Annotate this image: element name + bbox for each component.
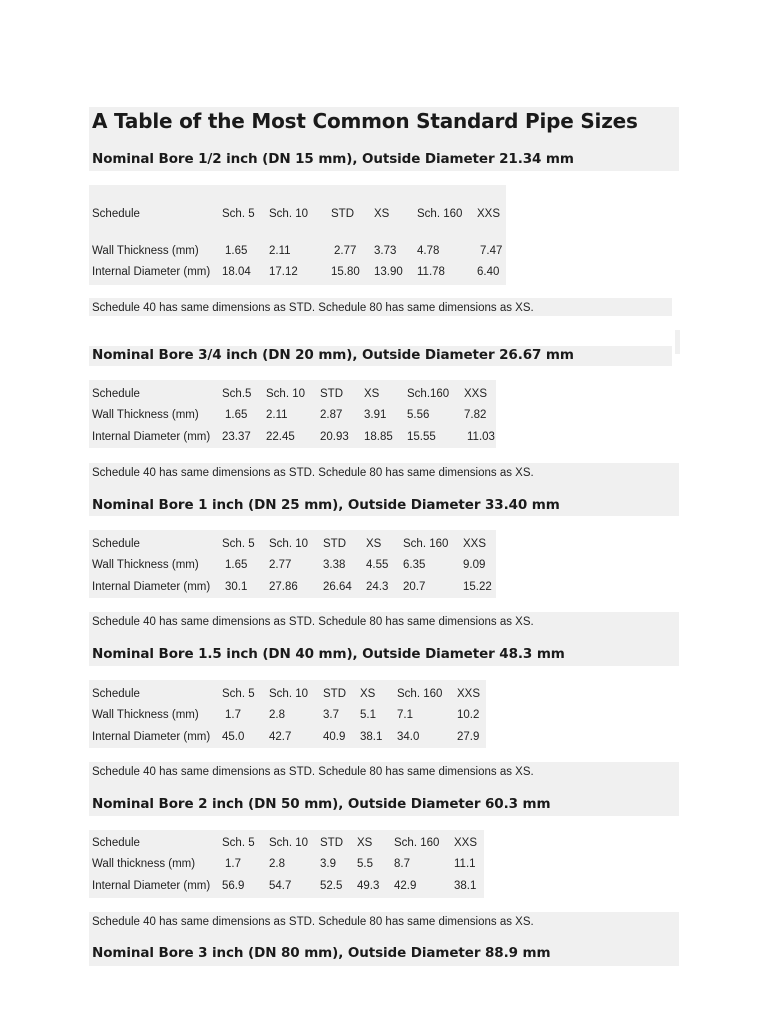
table-cell: 27.9	[457, 731, 480, 743]
table-cell: 13.90	[374, 266, 403, 278]
schedule-note-dn15: Schedule 40 has same dimensions as STD. Schedule 80 has same dimensions as XS.	[92, 302, 534, 314]
table-cell: 24.3	[366, 581, 389, 593]
table-cell: 38.1	[360, 731, 383, 743]
table-cell: 3.91	[364, 409, 387, 421]
table-header-cell: STD	[320, 837, 343, 849]
schedule-note-dn40: Schedule 40 has same dimensions as STD. Schedule 80 has same dimensions as XS.	[92, 766, 534, 778]
table-cell: 49.3	[357, 880, 380, 892]
table-header-cell: STD	[331, 208, 354, 220]
table-row-label: Wall Thickness (mm)	[92, 245, 199, 257]
table-header-cell: XXS	[454, 837, 478, 849]
table-cell: 5.1	[360, 709, 376, 721]
table-header-cell: Sch. 5	[222, 688, 255, 700]
table-header-cell: STD	[320, 388, 343, 400]
table-cell: 1.7	[225, 709, 241, 721]
table-header-cell: XS	[360, 688, 376, 700]
table-header-cell: XS	[374, 208, 390, 220]
table-cell: 34.0	[397, 731, 420, 743]
table-header-cell: XS	[366, 538, 382, 550]
table-cell: 15.80	[331, 266, 360, 278]
table-header-cell: XS	[357, 837, 373, 849]
table-header-cell: STD	[323, 538, 346, 550]
table-header-cell: Sch. 10	[269, 208, 308, 220]
table-cell: 18.85	[364, 431, 393, 443]
table-row-label: Wall Thickness (mm)	[92, 709, 199, 721]
table-cell: 17.12	[269, 266, 298, 278]
table-header-cell: Schedule	[92, 837, 140, 849]
table-header-cell: XS	[364, 388, 380, 400]
table-header-cell: Sch. 10	[269, 837, 308, 849]
table-header-cell: Sch.160	[407, 388, 450, 400]
table-cell: 15.55	[407, 431, 436, 443]
table-header-cell: XXS	[464, 388, 488, 400]
table-row-label: Internal Diameter (mm)	[92, 880, 211, 892]
table-cell: 42.9	[394, 880, 417, 892]
table-row-label: Wall Thickness (mm)	[92, 559, 199, 571]
table-cell: 1.65	[225, 409, 248, 421]
table-cell: 3.73	[374, 245, 397, 257]
table-cell: 22.45	[266, 431, 295, 443]
table-cell: 11.78	[417, 266, 445, 278]
table-cell: 54.7	[269, 880, 292, 892]
table-row-label: Internal Diameter (mm)	[92, 431, 211, 443]
table-cell: 30.1	[225, 581, 248, 593]
section-heading-dn80: Nominal Bore 3 inch (DN 80 mm), Outside Diameter 88.9 mm	[92, 945, 551, 961]
schedule-note-dn20: Schedule 40 has same dimensions as STD. Schedule 80 has same dimensions as XS.	[92, 467, 534, 479]
table-cell: 7.82	[464, 409, 487, 421]
table-row-label: Wall thickness (mm)	[92, 858, 196, 870]
table-cell: 8.7	[394, 858, 410, 870]
table-cell: 2.87	[320, 409, 343, 421]
table-cell: 9.09	[463, 559, 486, 571]
table-header-cell: Schedule	[92, 388, 140, 400]
section-heading-dn15: Nominal Bore 1/2 inch (DN 15 mm), Outside Diameter 21.34 mm	[92, 151, 574, 167]
table-header-cell: Schedule	[92, 208, 140, 220]
table-cell: 45.0	[222, 731, 245, 743]
table-header-cell: XXS	[457, 688, 481, 700]
table-cell: 6.35	[403, 559, 426, 571]
band-edge	[675, 330, 680, 354]
table-cell: 3.38	[323, 559, 346, 571]
table-row-label: Wall Thickness (mm)	[92, 409, 199, 421]
section-heading-dn20: Nominal Bore 3/4 inch (DN 20 mm), Outside Diameter 26.67 mm	[92, 347, 574, 363]
table-cell: 2.11	[269, 245, 291, 257]
schedule-note-dn25: Schedule 40 has same dimensions as STD. Schedule 80 has same dimensions as XS.	[92, 616, 534, 628]
table-cell: 15.22	[463, 581, 492, 593]
table-cell: 27.86	[269, 581, 298, 593]
table-cell: 2.11	[266, 409, 288, 421]
schedule-note-dn50: Schedule 40 has same dimensions as STD. Schedule 80 has same dimensions as XS.	[92, 916, 534, 928]
table-cell: 1.7	[225, 858, 241, 870]
table-cell: 2.8	[269, 709, 285, 721]
table-header-cell: Schedule	[92, 538, 140, 550]
table-row-label: Internal Diameter (mm)	[92, 266, 211, 278]
table-header-cell: Sch. 10	[269, 538, 308, 550]
section-heading-dn25: Nominal Bore 1 inch (DN 25 mm), Outside Diameter 33.40 mm	[92, 497, 560, 513]
table-header-cell: Sch. 160	[403, 538, 449, 550]
table-header-cell: Sch. 5	[222, 208, 255, 220]
table-cell: 5.5	[357, 858, 373, 870]
table-cell: 1.65	[225, 245, 248, 257]
table-cell: 2.77	[269, 559, 292, 571]
table-cell: 23.37	[222, 431, 251, 443]
page-title: A Table of the Most Common Standard Pipe Sizes	[92, 109, 638, 133]
table-header-cell: Sch. 10	[266, 388, 305, 400]
table-cell: 11.1	[454, 858, 476, 870]
section-heading-dn50: Nominal Bore 2 inch (DN 50 mm), Outside Diameter 60.3 mm	[92, 796, 551, 812]
table-cell: 42.7	[269, 731, 292, 743]
table-cell: 3.7	[323, 709, 339, 721]
table-cell: 26.64	[323, 581, 352, 593]
table-cell: 1.65	[225, 559, 248, 571]
table-header-cell: Schedule	[92, 688, 140, 700]
table-cell: 40.9	[323, 731, 346, 743]
table-cell: 20.93	[320, 431, 349, 443]
table-cell: 11.03	[467, 431, 495, 443]
table-cell: 20.7	[403, 581, 426, 593]
table-header-cell: XXS	[477, 208, 501, 220]
table-cell: 4.55	[366, 559, 389, 571]
table-header-cell: Sch. 10	[269, 688, 308, 700]
table-cell: 7.47	[480, 245, 503, 257]
table-header-cell: STD	[323, 688, 346, 700]
table-row-label: Internal Diameter (mm)	[92, 581, 211, 593]
table-cell: 2.8	[269, 858, 285, 870]
table-cell: 7.1	[397, 709, 413, 721]
table-cell: 3.9	[320, 858, 336, 870]
table-cell: 38.1	[454, 880, 477, 892]
table-header-cell: Sch.5	[222, 388, 252, 400]
table-header-cell: Sch. 5	[222, 837, 255, 849]
table-cell: 52.5	[320, 880, 343, 892]
table-header-cell: Sch. 5	[222, 538, 255, 550]
table-cell: 10.2	[457, 709, 480, 721]
table-cell: 4.78	[417, 245, 440, 257]
table-cell: 18.04	[222, 266, 251, 278]
table-header-cell: Sch. 160	[397, 688, 443, 700]
table-row-label: Internal Diameter (mm)	[92, 731, 211, 743]
table-header-cell: Sch. 160	[417, 208, 463, 220]
table-cell: 2.77	[334, 245, 357, 257]
table-header-cell: Sch. 160	[394, 837, 440, 849]
section-heading-dn40: Nominal Bore 1.5 inch (DN 40 mm), Outside Diameter 48.3 mm	[92, 646, 565, 662]
table-cell: 5.56	[407, 409, 430, 421]
table-cell: 56.9	[222, 880, 245, 892]
table-header-cell: XXS	[463, 538, 487, 550]
table-cell: 6.40	[477, 266, 500, 278]
